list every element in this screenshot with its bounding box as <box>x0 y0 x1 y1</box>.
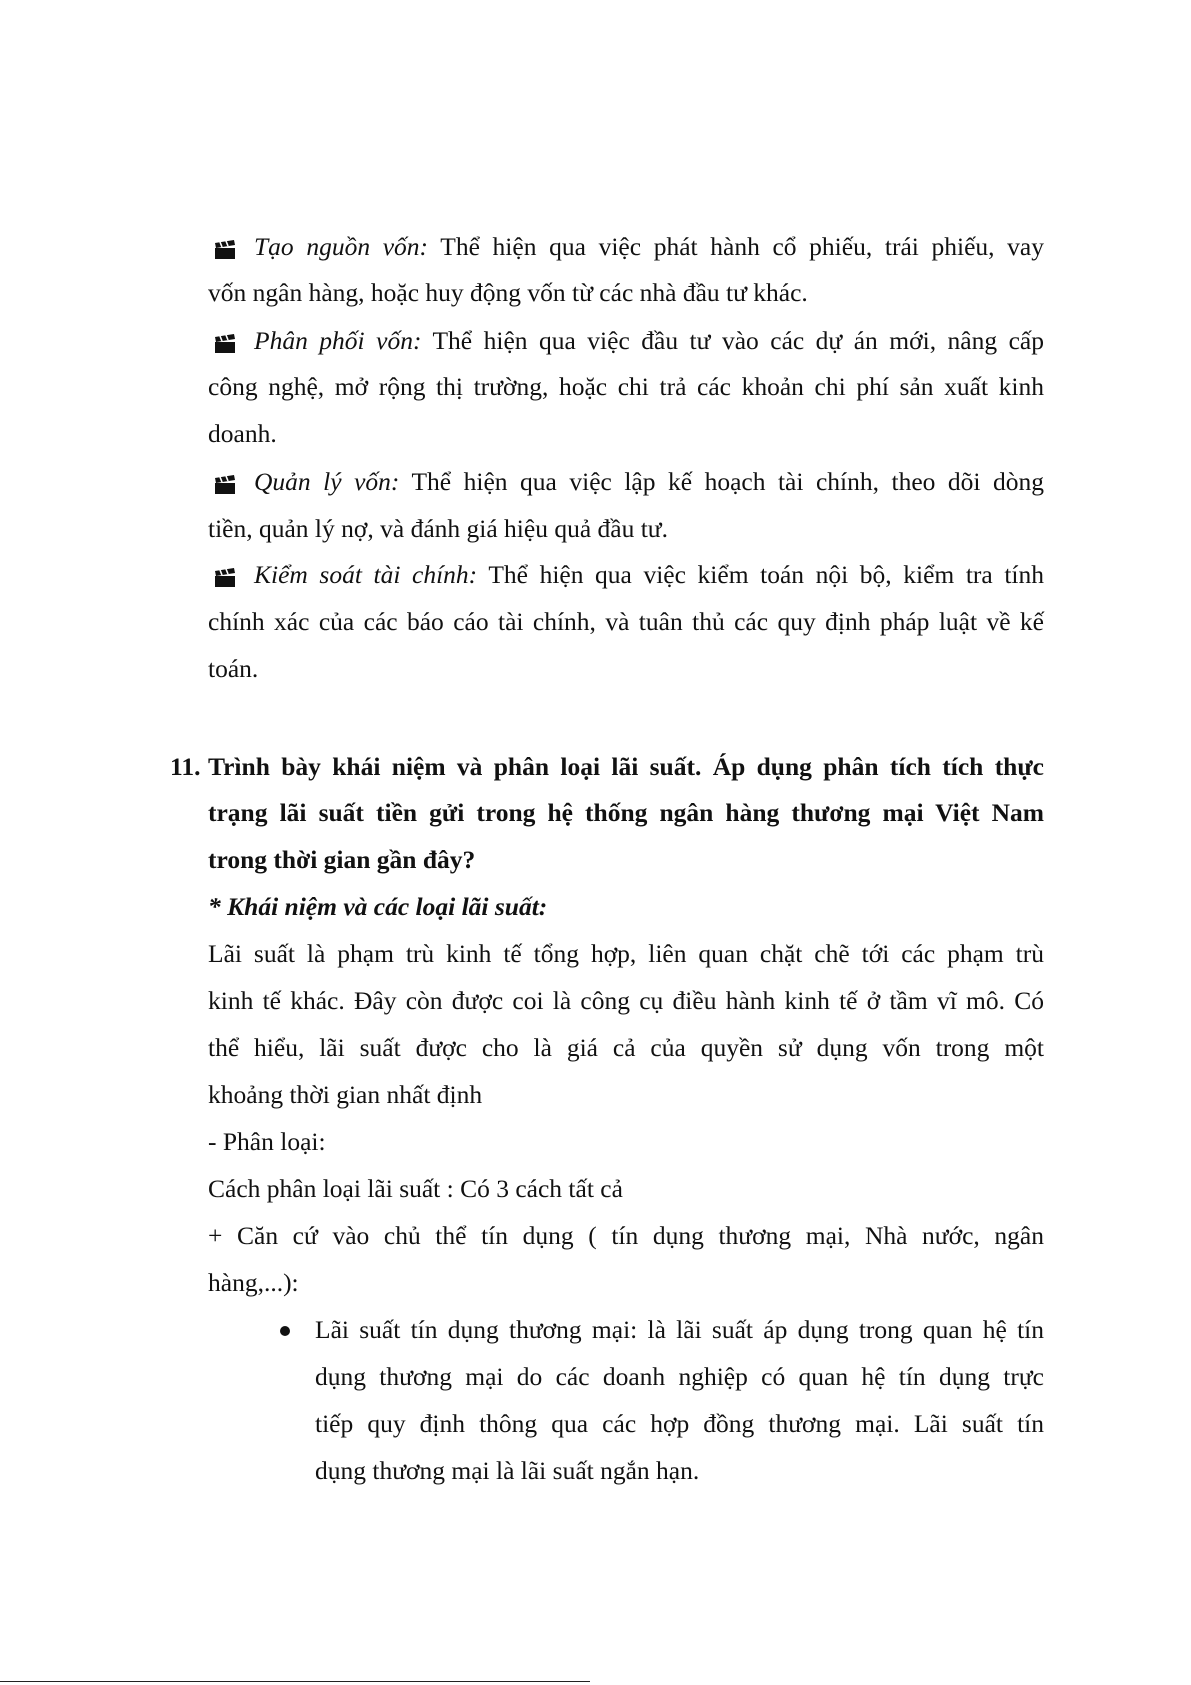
bullet-3-term: Quản lý vốn: <box>254 467 400 496</box>
paragraph-line-2: kinh tế khác. Đây còn được coi là công cụ điều hành kinh tế ở tầm vĩ mô. Có <box>208 986 1044 1015</box>
bullet-2-text: Thể hiện qua việc đầu tư vào các dự án mới, nâng cấp <box>432 326 1044 355</box>
bullet-4-line-3: toán. <box>208 654 259 683</box>
bullet-dot-icon <box>280 1326 290 1336</box>
paragraph-line-1: Lãi suất là phạm trù kinh tế tổng hợp, liên quan chặt chẽ tới các phạm trù <box>208 939 1044 968</box>
clapperboard-icon <box>214 568 236 588</box>
classification-label: - Phân loại: <box>208 1127 326 1156</box>
bullet-4-line-1 <box>254 560 1044 590</box>
commercial-rate-line-4: dụng thương mại là lãi suất ngắn hạn. <box>315 1456 700 1485</box>
question-line-2: trạng lãi suất tiền gửi trong hệ thống ngân hàng thương mại Việt Nam <box>208 798 1044 827</box>
bullet-4-text: Thể hiện qua việc kiểm toán nội bộ, kiểm tra tính <box>488 560 1044 589</box>
bullet-1-line-1 <box>254 232 1044 262</box>
bullet-3-line-2: tiền, quản lý nợ, và đánh giá hiệu quả đầu tư. <box>208 514 668 543</box>
bullet-1-text: Thể hiện qua việc phát hành cổ phiếu, trái phiếu, vay <box>440 232 1044 261</box>
bullet-1-term: Tạo nguồn vốn: <box>254 232 429 261</box>
question-line-1: Trình bày khái niệm và phân loại lãi suất. Áp dụng phân tích tích thực <box>208 752 1044 781</box>
commercial-rate-line-1: Lãi suất tín dụng thương mại: là lãi suất áp dụng trong quan hệ tín <box>315 1315 1044 1344</box>
basis-line-2: hàng,...): <box>208 1268 299 1297</box>
bullet-2-line-1 <box>254 326 1044 356</box>
question-line-3: trong thời gian gần đây? <box>208 845 476 874</box>
question-number: 11. <box>170 752 201 781</box>
paragraph-line-3: thể hiểu, lãi suất được cho là giá cả của quyền sử dụng vốn trong một <box>208 1033 1044 1062</box>
bullet-2-term: Phân phối vốn: <box>254 326 422 355</box>
bullet-1-line-2: vốn ngân hàng, hoặc huy động vốn từ các nhà đầu tư khác. <box>208 278 808 307</box>
paragraph-line-4: khoảng thời gian nhất định <box>208 1080 483 1109</box>
clapperboard-icon <box>214 475 236 495</box>
bullet-3-line-1 <box>254 467 1044 497</box>
classification-ways: Cách phân loại lãi suất : Có 3 cách tất cả <box>208 1174 623 1203</box>
bullet-4-line-2: chính xác của các báo cáo tài chính, và tuân thủ các quy định pháp luật về kế <box>208 607 1044 636</box>
bullet-2-line-3: doanh. <box>208 419 277 448</box>
commercial-rate-line-2: dụng thương mại do các doanh nghiệp có quan hệ tín dụng trực <box>315 1362 1044 1391</box>
subheading: * Khái niệm và các loại lãi suất: <box>208 892 548 921</box>
bullet-2-line-2: công nghệ, mở rộng thị trường, hoặc chi trả các khoản chi phí sản xuất kinh <box>208 372 1044 401</box>
basis-line-1: + Căn cứ vào chủ thể tín dụng ( tín dụng thương mại, Nhà nước, ngân <box>208 1221 1044 1250</box>
clapperboard-icon <box>214 240 236 260</box>
commercial-rate-line-3: tiếp quy định thông qua các hợp đồng thương mại. Lãi suất tín <box>315 1409 1044 1438</box>
footer-rule <box>0 1681 590 1682</box>
clapperboard-icon <box>214 334 236 354</box>
bullet-4-term: Kiểm soát tài chính: <box>254 560 478 589</box>
bullet-3-text: Thể hiện qua việc lập kế hoạch tài chính, theo dõi dòng <box>411 467 1045 496</box>
